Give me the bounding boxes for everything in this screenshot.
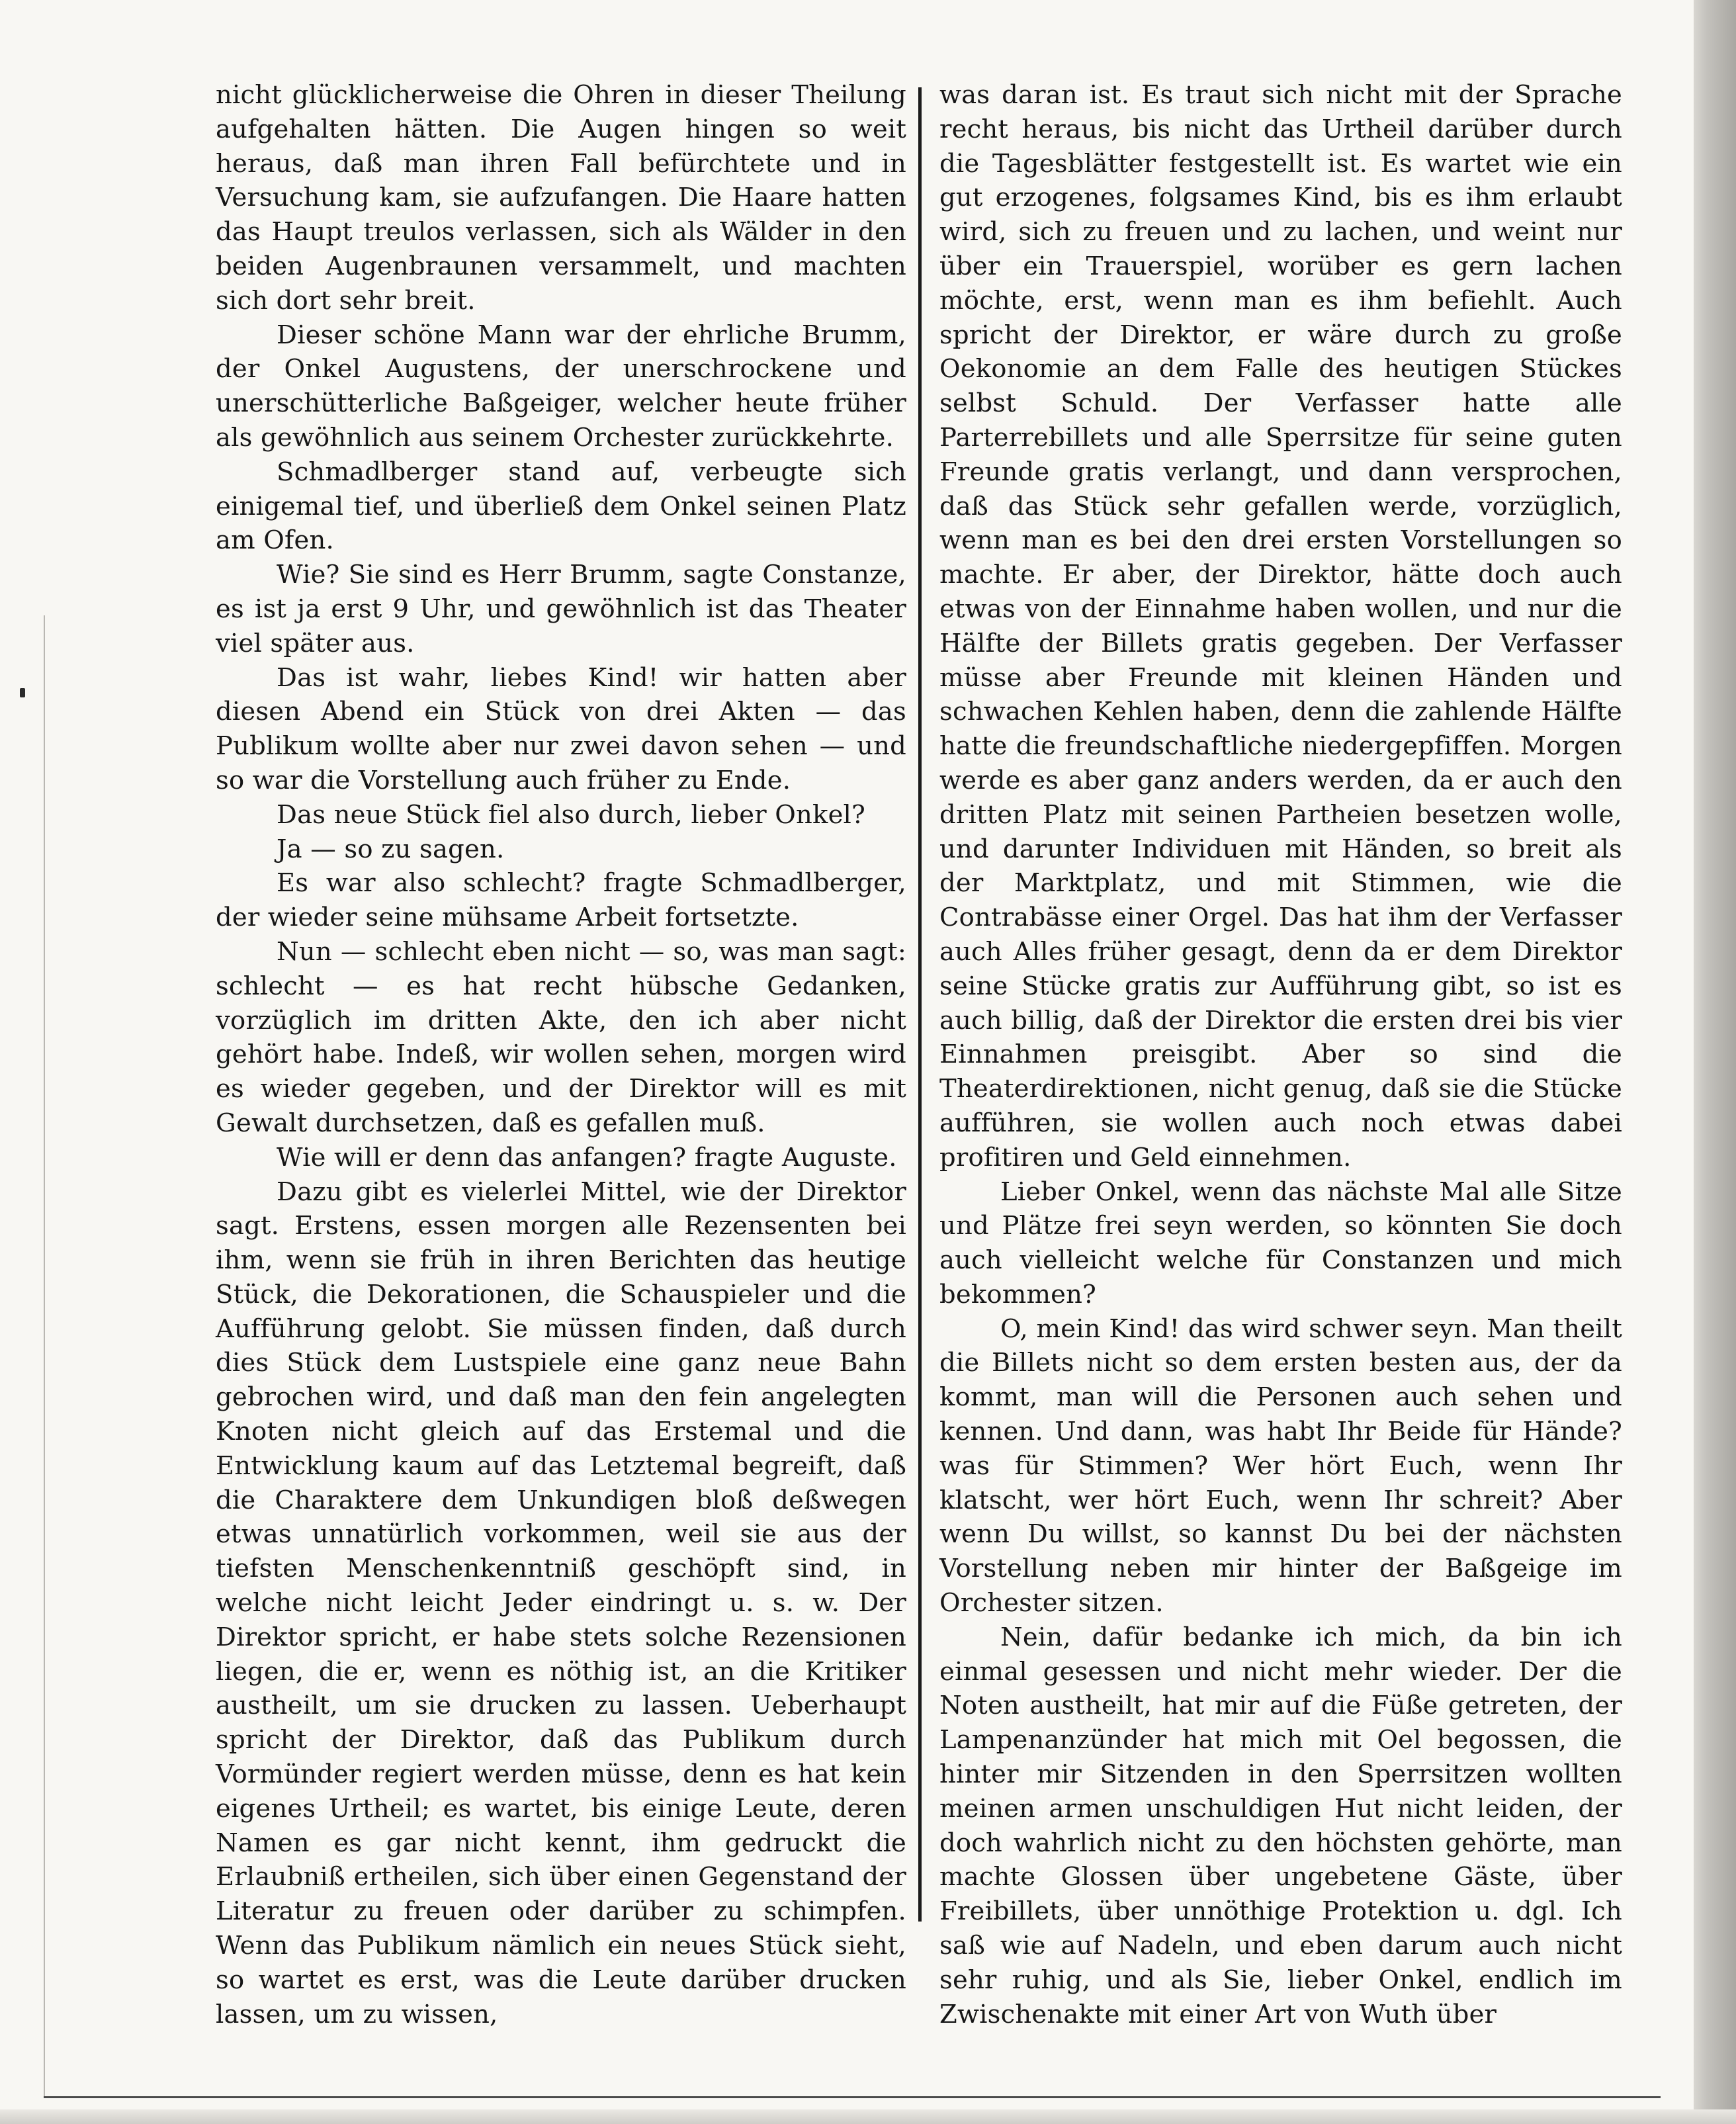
paragraph: Nun — schlecht eben nicht — so, was man sagt: schlecht — es hat recht hübsche Gedanken, vorzüglich im dritten Akte, den ich aber nicht gehört habe. Indeß, wir wollen sehen, morgen wird es wieder gegeben, und der Direktor will es mit Gewalt durchsetzen, daß es gefallen muß.: [216, 936, 906, 1138]
paragraph: was daran ist. Es traut sich nicht mit der Sprache recht heraus, bis nicht das Urtheil darüber durch die Tagesblätter festgestellt ist. Es wartet wie ein gut erzogenes, folgsames Kind, bis es ihm erlaubt wird, sich zu freuen und zu lachen, und weint nur über ein Trauerspiel, worüber es gern lachen möchte, erst, wenn man es ihm befiehlt. Auch spricht der Direktor, er wäre durch zu große Oekonomie an dem Falle des heutigen Stückes selbst Schuld. Der Verfasser hatte alle Parterrebillets und alle Sperrsitze für seine guten Freunde gratis verlangt, und dann versprochen, daß das Stück sehr gefallen werde, vorzüglich, wenn man es bei den drei ersten Vorstellungen so machte. Er aber, der Direktor, hätte doch auch etwas von der Einnahme haben wollen, und nur die Hälfte der Billets gratis gegeben. Der Verfasser müsse aber Freunde mit kleinen Händen und schwachen Kehlen haben, denn die zahlende Hälfte hatte die freundschaftliche niedergepfiffen. Morgen werde es aber ganz anders werden, da er auch den dritten Platz mit seinen Partheien besetzen wolle, und darunter Individuen mit Händen, so breit als der Marktplatz, und mit Stimmen, wie die Contrabässe einer Orgel. Das hat ihm der Verfasser auch Alles früher gesagt, denn da er dem Direktor seine Stücke gratis zur Aufführung gibt, so ist es auch billig, daß der Direktor die ersten drei bis vier Einnahmen preisgibt. Aber so sind die Theaterdirektionen, nicht genug, daß sie die Stücke aufführen, sie wollen auch noch etwas dabei profitiren und Geld einnehmen.: [939, 80, 1622, 1173]
paragraph: Das neue Stück fiel also durch, lieber Onkel?: [277, 799, 865, 830]
paragraph: O, mein Kind! das wird schwer seyn. Man theilt die Billets nicht so dem ersten besten aus, der da kommt, man will die Personen auch sehen und kennen. Und dann, was habt Ihr Beide für Hände? was für Stimmen? Wer hört Euch, wenn Ihr klatscht, wer hört Euch, wenn Ihr schreit? Aber wenn Du willst, so kannst Du bei der nächsten Vorstellung neben mir hinter der Baßgeige im Orchester sitzen.: [939, 1313, 1622, 1618]
right-column: [939, 78, 1622, 2031]
paragraph: Das ist wahr, liebes Kind! wir hatten aber diesen Abend ein Stück von drei Akten — das Publikum wollte aber nur zwei davon sehen — und so war die Vorstellung auch früher zu Ende.: [216, 662, 906, 795]
paragraph: Dazu gibt es vielerlei Mittel, wie der Direktor sagt. Erstens, essen morgen alle Rezensenten bei ihm, wenn sie früh in ihren Berichten das heutige Stück, die Dekorationen, die Schauspieler und die Aufführung gelobt. Sie müssen finden, daß durch dies Stück dem Lustspiele eine ganz neue Bahn gebrochen wird, und daß man den fein angelegten Knoten nicht gleich auf das Erstemal und die Entwicklung kaum auf das Letztemal begreift, daß die Charaktere dem Unkundigen bloß deßwegen etwas unnatürlich vorkommen, weil sie aus der tiefsten Menschenkenntniß geschöpft sind, in welche nicht leicht Jeder eindringt u. s. w. Der Direktor spricht, er habe stets solche Rezensionen liegen, die er, wenn es nöthig ist, an die Kritiker austheilt, um sie drucken zu lassen. Ueberhaupt spricht der Direktor, daß das Publikum durch Vormünder regiert werden müsse, denn es hat kein eigenes Urtheil; es wartet, bis einige Leute, deren Namen es gar nicht kennt, ihm gedruckt die Erlaubniß ertheilen, sich über einen Gegenstand der Literatur zu freuen oder darüber zu schimpfen. Wenn das Publikum nämlich ein neues Stück sieht, so wartet es erst, was die Leute darüber drucken lassen, um zu wissen,: [216, 1176, 906, 2029]
ink-speck: [20, 688, 25, 697]
paragraph: nicht glücklicherweise die Ohren in dieser Theilung aufgehalten hätten. Die Augen hingen so weit heraus, daß man ihren Fall befürchtete und in Versuchung kam, sie aufzufangen. Die Haare hatten das Haupt treulos verlassen, sich als Wälder in den beiden Augenbraunen versammelt, und machten sich dort sehr breit.: [216, 80, 906, 316]
paragraph: Lieber Onkel, wenn das nächste Mal alle Sitze und Plätze frei seyn werden, so könnten Sie doch auch vielleicht welche für Constanzen und mich bekommen?: [939, 1176, 1622, 1309]
bottom-rule: [44, 2096, 1661, 2098]
left-column: [216, 78, 906, 2031]
paragraph: Ja — so zu sagen.: [277, 834, 505, 864]
paragraph: Nein, dafür bedanke ich mich, da bin ich einmal gesessen und nicht mehr wieder. Der die Noten austheilt, hat mir auf die Füße getreten, der Lampenanzünder hat mich mit Oel begossen, die hinter mir Sitzenden in den Sperrsitzen wollten meinen armen unschuldigen Hut nicht leiden, der doch wahrlich nicht zu den höchsten gehörte, man machte Glossen über ungebetene Gäste, über Freibillets, über unnöthige Protektion u. dgl. Ich saß wie auf Nadeln, und eben darum auch nicht sehr ruhig, und als Sie, lieber Onkel, endlich im Zwischenakte mit einer Art von Wuth über: [939, 1622, 1622, 2029]
paragraph: Schmadlberger stand auf, verbeugte sich einigemal tief, und überließ dem Onkel seinen Platz am Ofen.: [216, 457, 906, 556]
scan-artifact-line: [44, 615, 45, 2098]
column-divider: [918, 87, 922, 1922]
scan-edge-bottom: [0, 2109, 1736, 2124]
paragraph: Wie will er denn das anfangen? fragte Auguste.: [277, 1142, 897, 1173]
paragraph: Wie? Sie sind es Herr Brumm, sagte Constanze, es ist ja erst 9 Uhr, und gewöhnlich ist das Theater viel später aus.: [216, 560, 906, 658]
paragraph: Dieser schöne Mann war der ehrliche Brumm, der Onkel Augustens, der unerschrockene und unerschütterliche Baßgeiger, welcher heute früher als gewöhnlich aus seinem Orchester zurückkehrte.: [216, 320, 906, 453]
paragraph: Es war also schlecht? fragte Schmadlberger, der wieder seine mühsame Arbeit fortsetzte.: [216, 868, 906, 933]
scan-edge-right: [1694, 0, 1736, 2124]
